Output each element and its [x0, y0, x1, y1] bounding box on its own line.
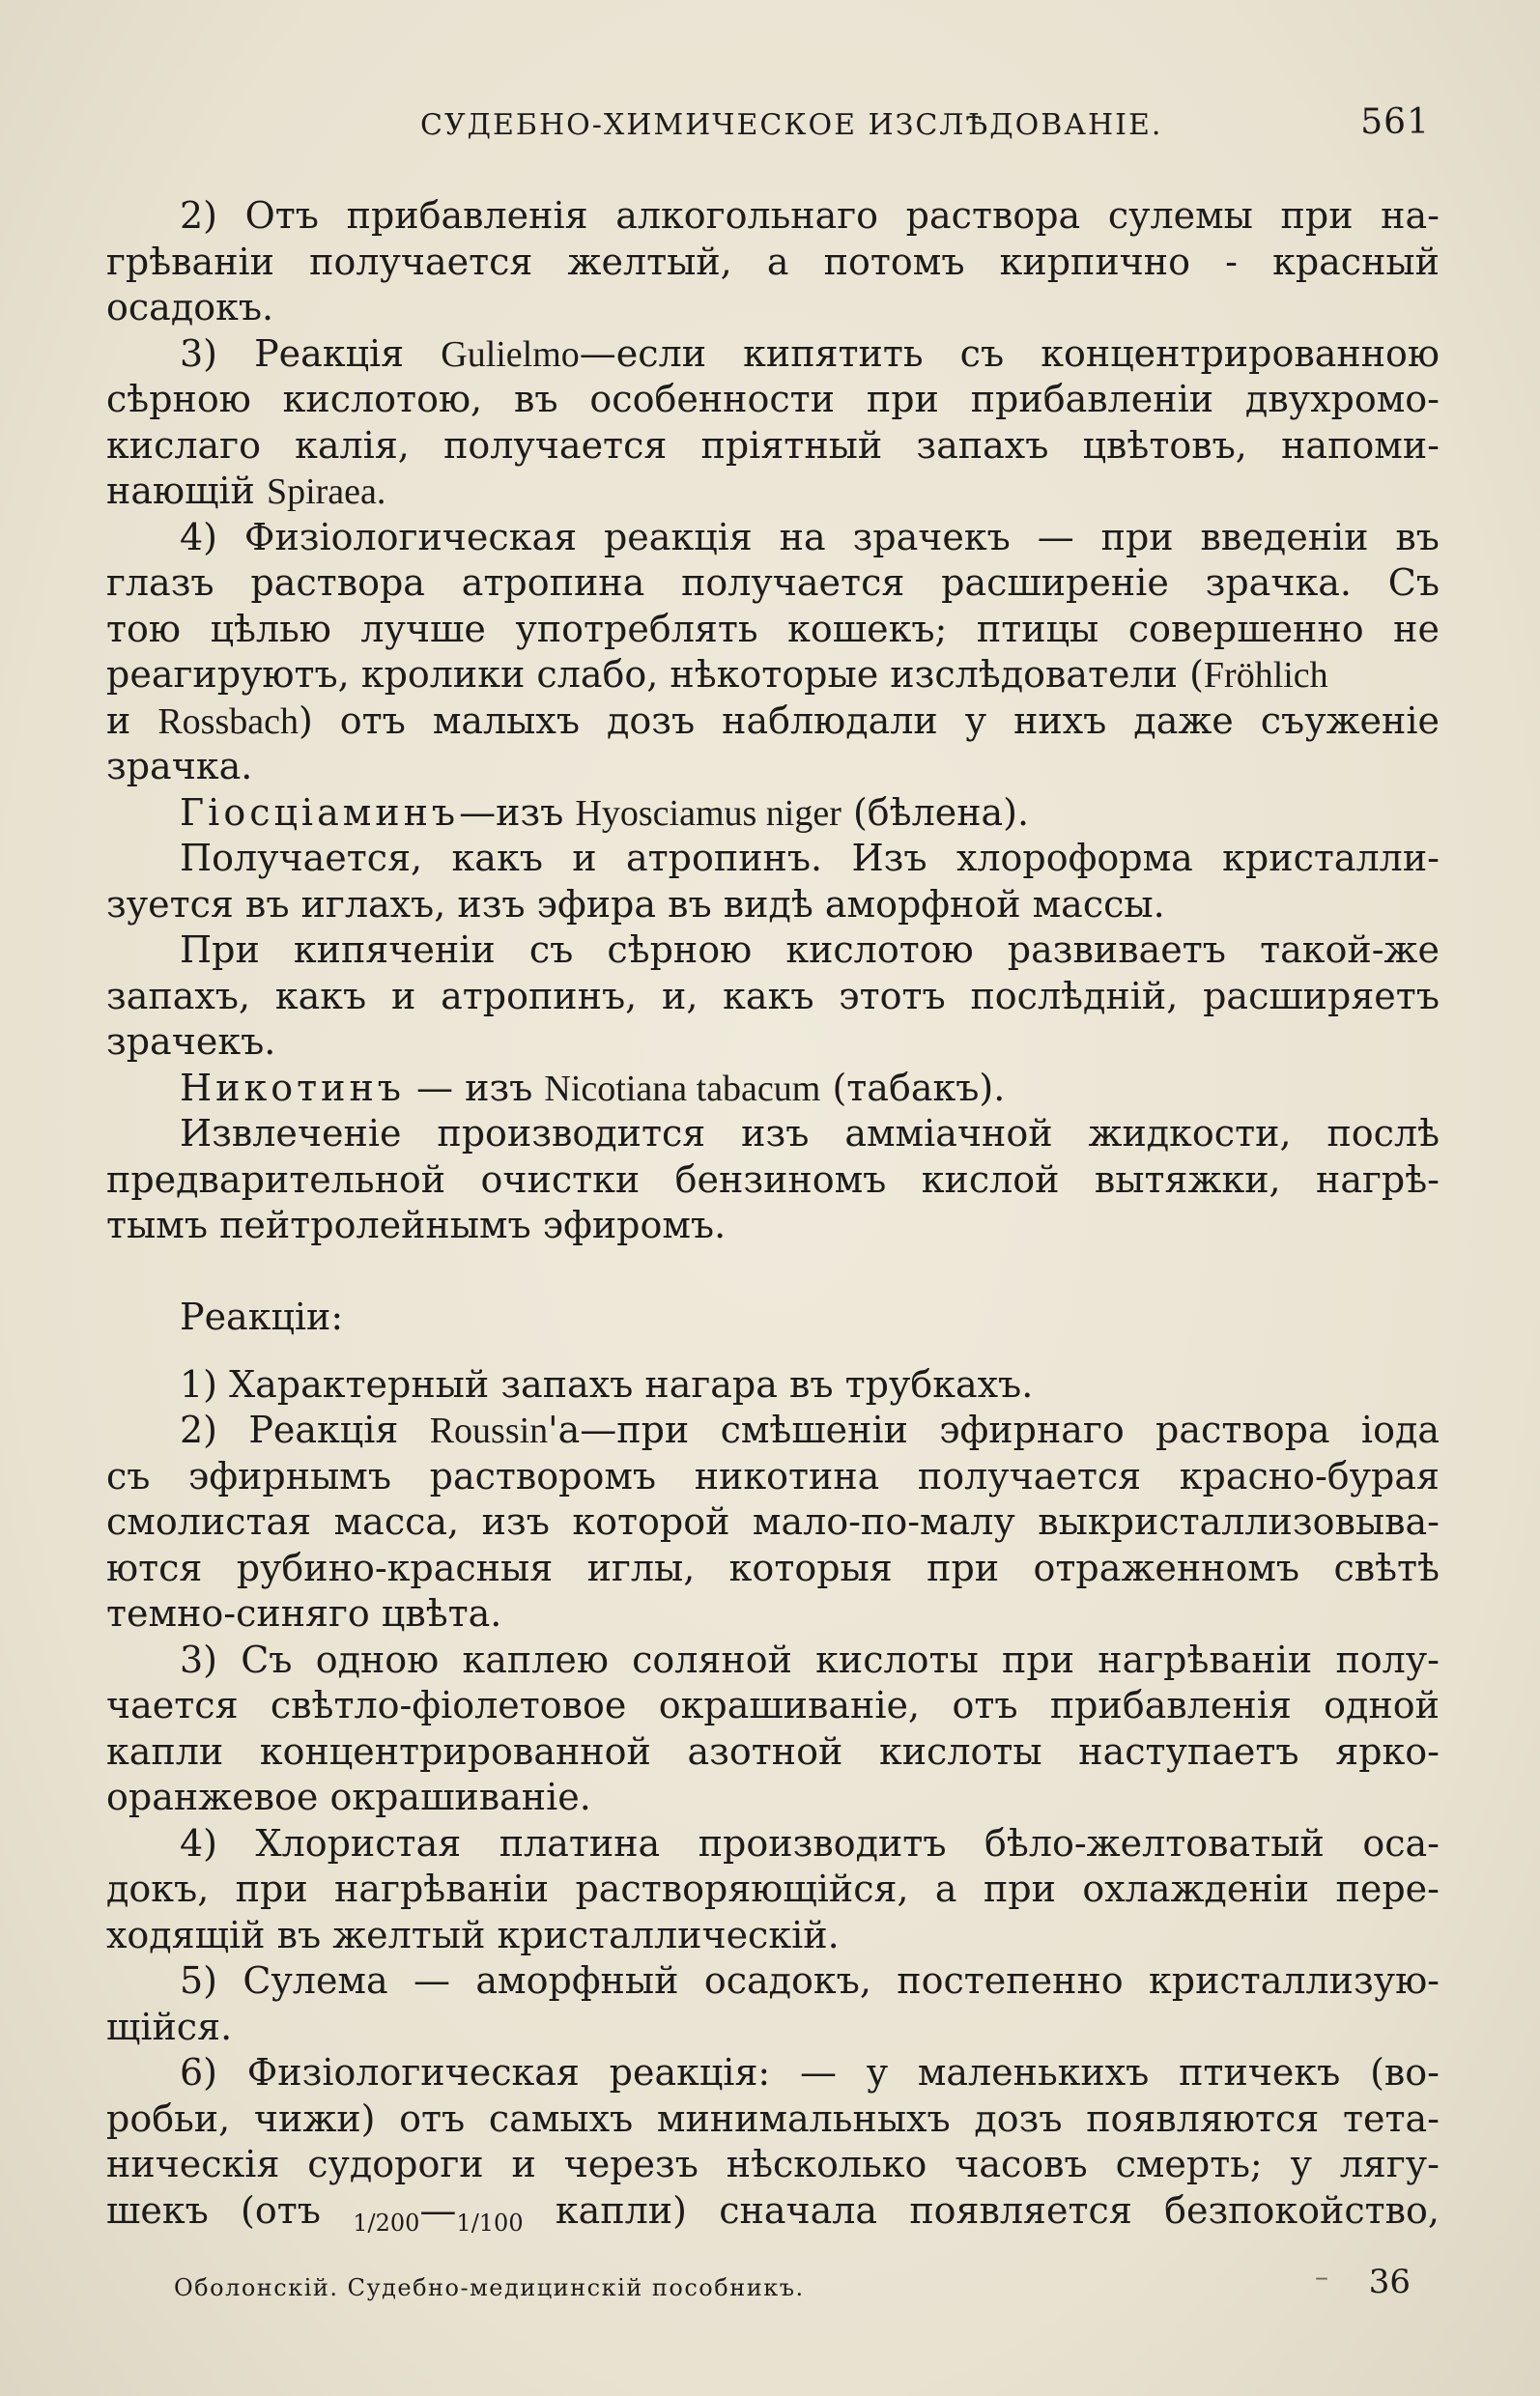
text-span: 1) Характерный запахъ нагара въ трубкахъ.	[180, 1362, 1034, 1406]
latin-name: Nicotiana tabacum	[544, 1068, 821, 1109]
text-line	[106, 331, 1440, 378]
text-span: и	[106, 699, 158, 742]
latin-name: Roussin	[429, 1411, 549, 1451]
text-line	[106, 744, 1440, 790]
text-span: 4) Физіологическая реакція на зрачекъ — при введеніи въ	[180, 515, 1440, 558]
text-span: 5) Сулема — аморфный осадокъ, постепенно кристаллизую-	[180, 1959, 1440, 2002]
text-span: чается свѣтло-фіолетовое окрашиваніе, отъ прибавленія одной	[106, 1684, 1440, 1726]
text-span: 6) Физіологическая реакція: — у маленькихъ птичекъ (во-	[180, 2051, 1440, 2094]
text-line	[106, 790, 1440, 837]
text-line	[106, 1683, 1440, 1729]
text-line	[106, 423, 1440, 470]
paragraph-gap	[106, 1249, 1440, 1296]
text-span: 4) Хлористая платина производитъ бѣло-желтоватый оса-	[180, 1821, 1440, 1865]
text-line	[106, 1203, 1440, 1249]
text-line	[106, 240, 1440, 286]
text-line	[106, 699, 1440, 745]
text-line	[106, 560, 1440, 607]
text-line	[106, 1499, 1440, 1546]
text-span: капли) сначала появляется безпокойство,	[523, 2188, 1440, 2232]
text-span: ходящій въ желтый кристаллическій.	[106, 1913, 840, 1956]
text-line	[106, 607, 1440, 653]
text-span: 3) Реакція	[180, 331, 442, 375]
text-line	[106, 836, 1440, 882]
text-span: капли концентрированной азотной кислоты наступаетъ ярко-	[106, 1729, 1440, 1773]
text-line	[106, 1295, 1440, 1341]
latin-name: Spiraea.	[266, 471, 386, 512]
latin-name: Fröhlich	[1203, 655, 1328, 696]
latin-name: Rossbach	[157, 700, 299, 742]
text-span: реагируютъ, кролики слабо, нѣкоторые изслѣдователи (	[106, 653, 1204, 696]
text-line	[106, 285, 1440, 331]
text-span: ) отъ малыхъ дозъ наблюдали у нихъ даже съуженіе	[298, 699, 1440, 742]
text-line	[106, 1775, 1440, 1821]
text-line	[106, 2142, 1440, 2188]
text-line	[106, 2005, 1440, 2051]
text-span: смолистая масса, изъ которой мало-по-малу выкристаллизовыва-	[106, 1500, 1440, 1543]
text-span: тою цѣлью лучше употреблять кошекъ; птицы совершенно не	[106, 607, 1440, 650]
latin-name: Gulielmo	[441, 333, 580, 375]
text-span: глазъ раствора атропина получается расширеніе зрачка. Съ	[106, 561, 1440, 604]
text-line	[106, 1066, 1440, 1112]
signature-mark: 36	[1368, 2263, 1411, 2301]
text-span: (табакъ).	[820, 1066, 1006, 1109]
fraction: 1/200	[353, 2209, 420, 2237]
text-span: (бѣлена).	[841, 790, 1030, 834]
text-span: 2) Реакція	[180, 1409, 430, 1451]
text-line	[106, 1729, 1440, 1776]
text-span: робьи, чижи) отъ самыхъ минимальныхъ дозъ появляются тета-	[106, 2096, 1440, 2140]
text-line	[106, 1546, 1440, 1592]
text-line	[106, 1362, 1440, 1409]
text-span: —	[419, 2188, 457, 2232]
text-span: ническія судороги и черезъ нѣсколько часовъ смерть; у лягу-	[106, 2143, 1440, 2185]
text-line	[106, 1867, 1440, 1913]
text-span: докъ, при нагрѣваніи растворяющійся, а при охлажденіи пере-	[106, 1868, 1440, 1910]
footer-imprint: Оболонскій. Судебно-медицинскій пособникъ.	[174, 2274, 805, 2301]
text-span: 'а—при смѣшеніи эфирнаго раствора іода	[548, 1409, 1440, 1451]
text-span: При кипяченіи съ сѣрною кислотою развиваетъ такой-же	[180, 928, 1440, 971]
footer-dash: –	[1315, 2261, 1328, 2293]
alkaloid-heading: Гіосціаминъ	[180, 790, 460, 834]
text-span: грѣваніи получается желтый, а потомъ кирпично - красный	[106, 240, 1440, 283]
text-line	[106, 1638, 1440, 1684]
text-line	[106, 2050, 1440, 2096]
text-line	[106, 1157, 1440, 1204]
text-span: зрачка.	[106, 745, 253, 787]
fraction: 1/100	[456, 2209, 524, 2237]
alkaloid-heading: Никотинъ	[180, 1066, 405, 1109]
paragraph-gap	[106, 1341, 1440, 1362]
text-line	[106, 1591, 1440, 1638]
text-span: кислаго калія, получается пріятный запахъ цвѣтовъ, напоми-	[106, 423, 1440, 467]
text-line	[106, 2096, 1440, 2143]
text-line	[106, 469, 1440, 515]
page-number: 561	[1360, 102, 1430, 142]
text-span: Извлеченіе производится изъ аммiачной жидкости, послѣ	[180, 1112, 1440, 1155]
reactions-heading: Реакціи:	[180, 1296, 344, 1338]
text-line	[106, 1913, 1440, 1959]
text-line	[106, 1958, 1440, 2005]
page-footer	[164, 2261, 1430, 2305]
text-span: съ эфирнымъ растворомъ никотина получается красно-бурая	[106, 1454, 1440, 1498]
text-span: осадокъ.	[106, 286, 274, 328]
text-span: 2) Отъ прибавленія алкогольнаго раствора сулемы при на-	[180, 194, 1440, 237]
text-line	[106, 1019, 1440, 1066]
text-line	[106, 1111, 1440, 1157]
text-line	[106, 377, 1440, 423]
page-header	[106, 102, 1430, 157]
text-span: — изъ	[404, 1066, 545, 1109]
text-line	[106, 1408, 1440, 1454]
text-span: темно-синяго цвѣта.	[106, 1592, 502, 1635]
text-span: оранжевое окрашиваніе.	[106, 1776, 591, 1818]
text-span: нающій	[106, 470, 267, 512]
text-line	[106, 927, 1440, 974]
text-span: щійся.	[106, 2005, 233, 2048]
text-line	[106, 515, 1440, 561]
text-line	[106, 882, 1440, 928]
text-line	[106, 974, 1440, 1020]
text-line	[106, 1821, 1440, 1868]
text-span: предварительной очистки бензиномъ кислой вытяжки, нагрѣ-	[106, 1157, 1440, 1201]
running-title: СУДЕБНО-ХИМИЧЕСКОЕ ИЗСЛѢДОВАНІЕ.	[420, 108, 1163, 142]
latin-name: Hyosciamus niger	[575, 792, 841, 834]
text-line	[106, 1454, 1440, 1500]
text-span: сѣрною кислотою, въ особенности при прибавленіи двухромо-	[106, 378, 1440, 420]
text-span: —изъ	[459, 790, 576, 834]
text-line	[106, 2188, 1440, 2235]
text-span: зрачекъ.	[106, 1020, 276, 1063]
body-text	[106, 193, 1440, 2237]
text-span: зуется въ иглахъ, изъ эфира въ видѣ аморфной массы.	[106, 882, 1165, 926]
text-line	[106, 193, 1440, 240]
text-span: ются рубино-красныя иглы, которыя при отраженномъ свѣтѣ	[106, 1546, 1440, 1589]
text-line	[106, 652, 1440, 699]
text-span: Получается, какъ и атропинъ. Изъ хлороформа кристалли-	[180, 837, 1440, 879]
text-span: запахъ, какъ и атропинъ, и, какъ этотъ послѣдній, расширяетъ	[106, 974, 1440, 1017]
text-span: —если кипятить съ концентрированною	[579, 331, 1440, 375]
text-span: тымъ пейтролейнымъ эфиромъ.	[106, 1204, 727, 1246]
text-span: 3) Съ одною каплею соляной кислоты при нагрѣваніи полу-	[180, 1638, 1440, 1681]
text-span: шекъ (отъ	[106, 2188, 354, 2232]
